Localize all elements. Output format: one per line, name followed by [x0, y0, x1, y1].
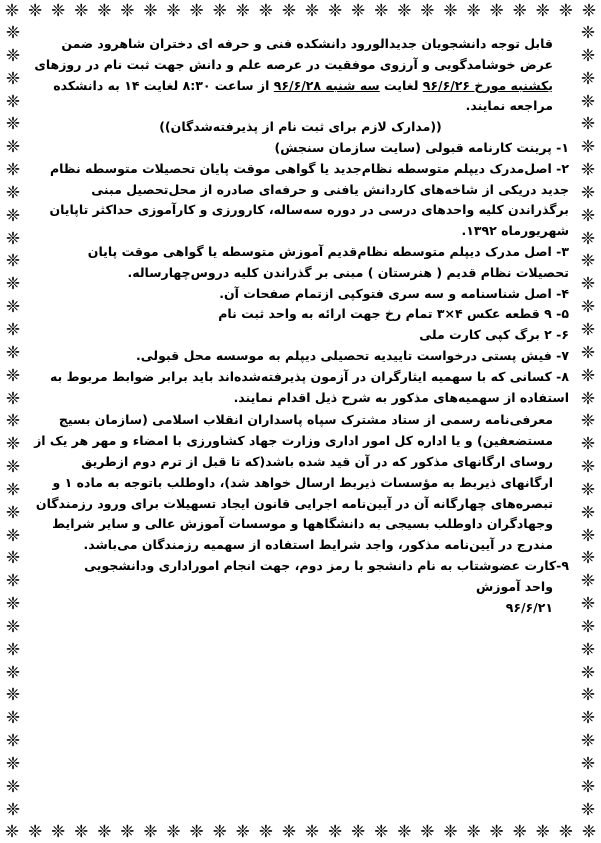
list-item: ۶- ۲ برگ کپی کارت ملی — [419, 327, 569, 343]
list-item: ۱- پرینت کارنامه قبولی (سایت سازمان سنجش) — [274, 139, 569, 155]
ornament-icon: ❈ — [189, 822, 204, 842]
issue-date: ۹۶/۶/۲۱ — [505, 599, 553, 615]
ornament-icon: ❈ — [580, 754, 596, 774]
ornament-icon: ❈ — [5, 160, 21, 181]
ornament-icon: ❈ — [5, 799, 21, 820]
ornament-icon: ❈ — [74, 822, 89, 842]
ornament-icon: ❈ — [580, 548, 596, 569]
ornament-icon: ❈ — [166, 822, 181, 842]
ornament-icon: ❈ — [5, 731, 21, 752]
ornament-icon: ❈ — [580, 68, 596, 89]
intro-paragraph — [32, 34, 569, 117]
signature: واحد آموزش — [476, 578, 553, 594]
ornament-icon: ❈ — [5, 137, 21, 158]
top-ornament-border — [0, 0, 601, 22]
ornament-icon: ❈ — [580, 365, 596, 386]
ornament-icon: ❈ — [143, 1, 158, 21]
ornament-icon: ❈ — [580, 594, 596, 615]
ornament-icon: ❈ — [580, 319, 596, 340]
ornament-icon: ❈ — [580, 137, 596, 158]
ornament-icon: ❈ — [580, 708, 596, 729]
list-item: ۹-کارت عضوشتاب به نام دانشجو با رمز دوم، جهت انجام اموراداری ودانشجویی — [84, 557, 569, 573]
list-item: ۴- اصل شناسنامه و سه سری فتوکپی ازتمام صفحات آن. — [219, 285, 569, 301]
ornament-icon: ❈ — [212, 1, 227, 21]
ornament-icon: ❈ — [304, 1, 320, 21]
ornament-icon: ❈ — [580, 205, 596, 226]
ornament-icon: ❈ — [27, 1, 43, 21]
ornament-icon: ❈ — [374, 822, 389, 842]
ornament-icon: ❈ — [580, 525, 596, 546]
ornament-icon: ❈ — [5, 365, 21, 386]
ornament-icon: ❈ — [258, 822, 273, 842]
ornament-icon: ❈ — [558, 822, 573, 842]
ornament-icon: ❈ — [580, 228, 596, 249]
date-to: سه شنبه ۹۶/۶/۲۸ — [273, 77, 380, 93]
date-from: یکشنبه مورخ ۹۶/۶/۲۶ — [422, 77, 553, 93]
ornament-icon: ❈ — [143, 822, 158, 842]
ornament-icon: ❈ — [5, 411, 21, 432]
ornament-icon: ❈ — [258, 1, 273, 21]
ornament-icon: ❈ — [4, 1, 20, 21]
ornament-icon: ❈ — [5, 228, 21, 249]
ornament-icon: ❈ — [512, 1, 527, 21]
ornament-icon: ❈ — [5, 434, 21, 455]
ornament-icon: ❈ — [580, 639, 596, 660]
ornament-icon: ❈ — [580, 182, 596, 203]
ornament-icon: ❈ — [580, 502, 596, 523]
ornament-icon: ❈ — [5, 685, 21, 706]
ornament-icon: ❈ — [580, 45, 596, 66]
list-item: ۳- اصل مدرک دیپلم متوسطه نظام‌قدیم آموزش متوسطه یا گواهی موقت پایان تحصیلات نظام قدیم ( هنرستان ) مبنی بر گذراندن کلیه دروس‌چهارساله. — [87, 243, 569, 280]
ornament-icon: ❈ — [5, 251, 21, 272]
ornament-icon: ❈ — [97, 822, 112, 842]
ornament-icon: ❈ — [5, 639, 21, 660]
ornament-icon: ❈ — [581, 1, 597, 21]
ornament-icon: ❈ — [5, 68, 21, 89]
ornament-icon: ❈ — [5, 754, 21, 774]
ornament-icon: ❈ — [27, 822, 43, 842]
ornament-icon: ❈ — [327, 1, 343, 21]
ornament-icon: ❈ — [443, 822, 458, 842]
ornament-icon: ❈ — [580, 160, 596, 181]
veterans-quota-paragraph: معرفی‌نامه رسمی از ستاد مشترک سپاه پاسداران انقلاب اسلامی (سازمان بسیج مستضعفین) و یا اداره کل امور اداری وزارت جهاد کشاورزی با امضاء و مهر هر یک از روسای ارگانهای مذکور که در آن قید شده باشد(که تا قبل از ترم دوم ازطریق ارگانهای ذیربط به مؤسسات ذیربط ارسال خواهد شد)، داوطلب باتوجه به ماده ۱ و تبصره‌های چهارگانه آن در آیین‌نامه اجرایی قانون ایجاد تسهیلات برای ورود رزمندگان وجهادگران داوطلب بسیجی به دانشگاهها و موسسات آموزش عالی و سایر شرایط مندرج در آیین‌نامه مذکور، واجد شرایط استفاده از سهمیه رزمندگان می‌باشد. — [34, 412, 553, 553]
ornament-icon: ❈ — [580, 799, 596, 820]
list-item: ۲- اصل‌مدرک دیپلم متوسطه نظام‌جدید یا گواهی موقت پایان تحصیلات متوسطه نظام جدید دریکی از شاخه‌های کاردانش یافنی و حرفه‌ای صادره از محل‌تحصیل مبنی برگذراندن کلیه واحدهای درسی در دوره سه‌ساله، کارورزی و کارآموزی حداکثر تاپایان شهریورماه ۱۳۹۲. — [49, 160, 569, 239]
ornament-icon: ❈ — [580, 616, 596, 637]
announcement-body — [32, 34, 569, 810]
ornament-icon: ❈ — [397, 822, 412, 842]
ornament-icon: ❈ — [580, 479, 596, 500]
ornament-icon: ❈ — [351, 1, 366, 21]
ornament-icon: ❈ — [580, 731, 596, 752]
ornament-icon: ❈ — [558, 1, 573, 21]
ornament-icon: ❈ — [304, 822, 320, 842]
ornament-icon: ❈ — [235, 1, 250, 21]
ornament-icon: ❈ — [581, 822, 597, 842]
ornament-icon: ❈ — [489, 1, 504, 21]
ornament-icon: ❈ — [512, 822, 527, 842]
ornament-icon: ❈ — [5, 548, 21, 569]
intro-text-end: از ساعت ۸:۳۰ لغایت ۱۴ به دانشکده مراجعه نمایند. — [53, 77, 553, 114]
ornament-icon: ❈ — [5, 776, 21, 797]
ornament-icon: ❈ — [580, 297, 596, 318]
ornament-icon: ❈ — [580, 411, 596, 432]
ornament-icon: ❈ — [535, 1, 550, 21]
ornament-icon: ❈ — [5, 114, 21, 135]
ornament-icon: ❈ — [5, 274, 21, 295]
ornament-icon: ❈ — [5, 205, 21, 226]
ornament-icon: ❈ — [5, 297, 21, 318]
ornament-icon: ❈ — [580, 662, 596, 683]
ornament-icon: ❈ — [51, 822, 66, 842]
list-item: ۵- ۹ قطعه عکس ۴×۳ تمام رخ جهت ارائه به واحد ثبت نام — [218, 306, 569, 322]
ornament-icon: ❈ — [5, 525, 21, 546]
ornament-icon: ❈ — [374, 1, 389, 21]
ornament-icon: ❈ — [580, 251, 596, 272]
ornament-icon: ❈ — [580, 342, 596, 363]
ornament-icon: ❈ — [74, 1, 89, 21]
ornament-icon: ❈ — [535, 822, 550, 842]
ornament-icon: ❈ — [466, 1, 481, 21]
list-item: ۷- فیش پستی درخواست تاییدیه تحصیلی دیپلم به موسسه محل قبولی. — [136, 347, 569, 363]
ornament-icon: ❈ — [5, 388, 21, 409]
ornament-icon: ❈ — [5, 708, 21, 729]
ornament-icon: ❈ — [189, 1, 204, 21]
ornament-icon: ❈ — [235, 822, 250, 842]
ornament-icon: ❈ — [5, 342, 21, 363]
ornament-icon: ❈ — [5, 616, 21, 637]
ornament-icon: ❈ — [5, 319, 21, 340]
ornament-icon: ❈ — [5, 594, 21, 615]
ornament-icon: ❈ — [351, 822, 366, 842]
ornament-icon: ❈ — [120, 1, 135, 21]
ornament-icon: ❈ — [580, 114, 596, 135]
ornament-icon: ❈ — [443, 1, 458, 21]
ornament-icon: ❈ — [420, 822, 435, 842]
ornament-icon: ❈ — [420, 1, 435, 21]
ornament-icon: ❈ — [5, 502, 21, 523]
ornament-icon: ❈ — [5, 45, 21, 66]
list-item: ۸- کسانی که با سهمیه ایثارگران در آزمون پذیرفته‌شده‌اند باید برابر ضوابط مربوط به استفاده از سهمیه‌های مذکور به شرح ذیل اقدام نمایند. — [49, 368, 569, 405]
intro-text-start: قابل توجه دانشجویان جدیدالورود دانشکده فنی و حرفه ای دختران شاهرود ضمن عرض خوشامدگویی و آرزوی موفقیت در عرصه علم و دانش جهت ثبت نام در روزهای — [34, 36, 553, 72]
right-ornament-border — [577, 22, 599, 821]
ornament-icon: ❈ — [5, 571, 21, 592]
intro-text-mid: لغایت — [379, 77, 423, 93]
ornament-icon: ❈ — [5, 479, 21, 500]
ornament-icon: ❈ — [166, 1, 181, 21]
ornament-icon: ❈ — [580, 91, 596, 112]
ornament-icon: ❈ — [5, 662, 21, 683]
ornament-icon: ❈ — [489, 822, 504, 842]
ornament-icon: ❈ — [580, 434, 596, 455]
ornament-icon: ❈ — [580, 457, 596, 478]
ornament-icon: ❈ — [120, 822, 135, 842]
ornament-icon: ❈ — [5, 23, 21, 43]
ornament-icon: ❈ — [327, 822, 343, 842]
ornament-icon: ❈ — [580, 274, 596, 295]
ornament-icon: ❈ — [97, 1, 112, 21]
ornament-icon: ❈ — [281, 1, 297, 21]
ornament-icon: ❈ — [4, 822, 20, 842]
documents-heading: ((مدارک لازم برای ثبت نام از پذیرفته‌شدگان)) — [159, 119, 442, 135]
ornament-icon: ❈ — [580, 685, 596, 706]
ornament-icon: ❈ — [580, 776, 596, 797]
ornament-icon: ❈ — [5, 91, 21, 112]
ornament-icon: ❈ — [281, 822, 297, 842]
ornament-icon: ❈ — [5, 182, 21, 203]
bottom-ornament-border — [0, 821, 601, 843]
ornament-icon: ❈ — [5, 457, 21, 478]
ornament-icon: ❈ — [580, 571, 596, 592]
ornament-icon: ❈ — [466, 822, 481, 842]
ornament-icon: ❈ — [397, 1, 412, 21]
ornament-icon: ❈ — [580, 388, 596, 409]
ornament-icon: ❈ — [580, 23, 596, 43]
ornament-icon: ❈ — [212, 822, 227, 842]
ornament-icon: ❈ — [51, 1, 66, 21]
left-ornament-border — [2, 22, 24, 821]
